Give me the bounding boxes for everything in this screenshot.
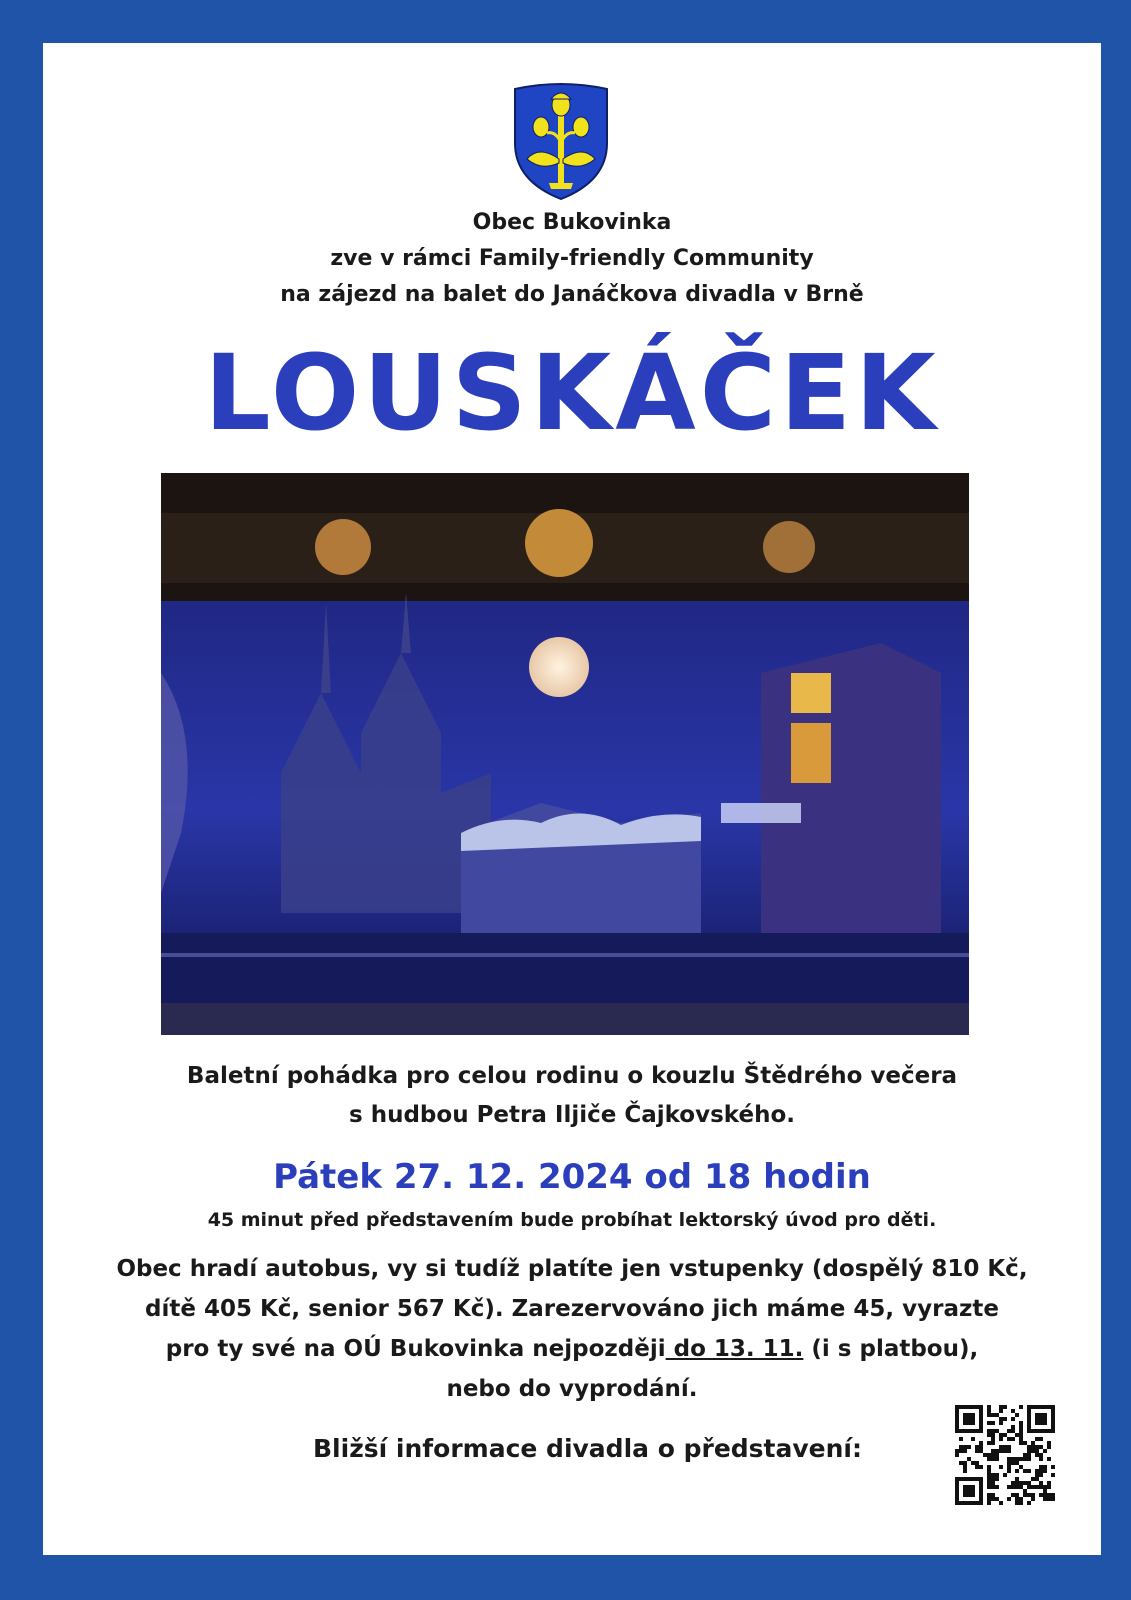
ticket-info	[43, 1249, 1101, 1409]
coat-of-arms-icon	[509, 81, 613, 201]
invitation-text	[43, 205, 1101, 313]
pre-show-note: 45 minut před představením bude probíhat lektorský úvod pro děti.	[207, 1209, 937, 1231]
payment-note: (i s platbou),	[803, 1336, 979, 1362]
reservation-text: pro ty své na OÚ Bukovinka nejpozději	[165, 1336, 666, 1362]
deadline-date: do 13. 11.	[665, 1336, 804, 1362]
more-info-label: Bližší informace divadla o představení:	[313, 1434, 862, 1463]
ticket-info-line-4: nebo do vyprodání.	[446, 1376, 698, 1402]
description-line-1: Baletní pohádka pro celou rodinu o kouzlu Štědrého večera	[186, 1063, 958, 1089]
ticket-info-line-2: dítě 405 Kč, senior 567 Kč). Zarezervováno jich máme 45, vyrazte	[145, 1296, 999, 1322]
description	[43, 1057, 1101, 1135]
trip-line: na zájezd na balet do Janáčkova divadla v Brně	[280, 282, 864, 307]
description-line-2: s hudbou Petra Iljiče Čajkovského.	[349, 1102, 795, 1128]
program-line: zve v rámci Family-friendly Community	[330, 246, 814, 271]
ticket-info-line-1: Obec hradí autobus, vy si tudíž platíte jen vstupenky (dospělý 810 Kč,	[116, 1256, 1028, 1282]
poster	[43, 43, 1101, 1555]
organizer-line: Obec Bukovinka	[472, 210, 672, 235]
event-date: Pátek 27. 12. 2024 od 18 hodin	[273, 1157, 871, 1197]
poster-title: LOUSKÁČEK	[204, 332, 940, 454]
ticket-info-line-3	[43, 1329, 1101, 1369]
stage-photo	[161, 473, 969, 1035]
qr-code-icon[interactable]	[955, 1405, 1055, 1505]
